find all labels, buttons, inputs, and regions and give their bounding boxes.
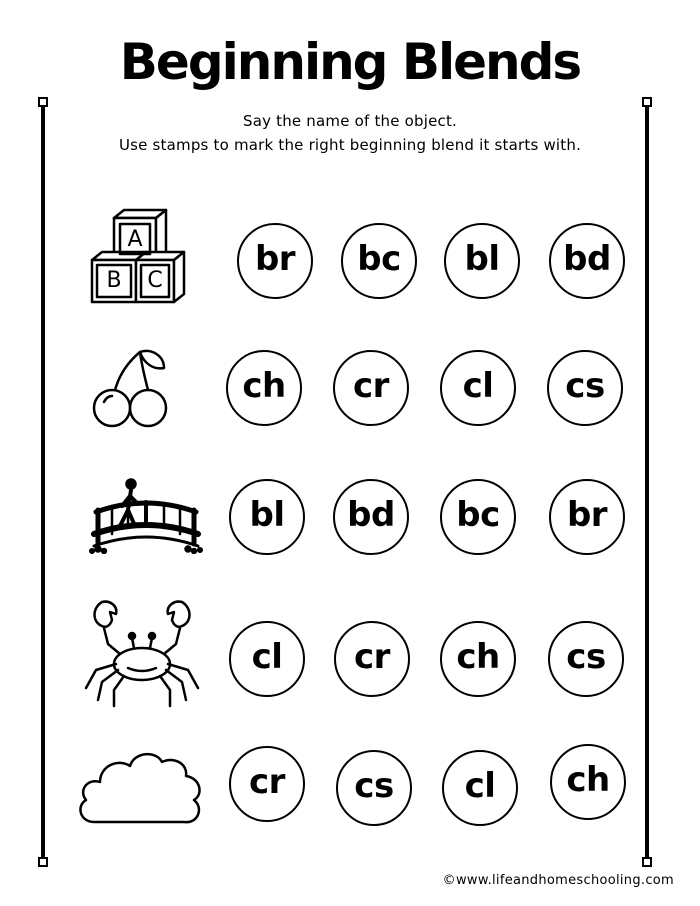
option-row1-3[interactable]	[444, 223, 520, 299]
option-label: br	[254, 239, 296, 279]
left-border-rail	[41, 104, 45, 860]
block-letter-b: B	[106, 268, 122, 293]
option-row1-4[interactable]	[549, 223, 625, 299]
option-row4-4[interactable]	[548, 621, 624, 697]
option-row1-1[interactable]	[237, 223, 313, 299]
option-row4-3[interactable]	[440, 621, 516, 697]
option-label: bc	[357, 239, 401, 279]
block-letter-c: C	[147, 268, 163, 293]
right-border-rail	[645, 104, 649, 860]
option-row3-4[interactable]	[549, 479, 625, 555]
option-label: cs	[354, 766, 394, 806]
option-label: cl	[462, 366, 494, 406]
block-letter-a: A	[127, 227, 143, 252]
cherry-icon	[90, 346, 172, 432]
crab-icon	[80, 598, 204, 712]
right-rail-bottom-cap	[642, 857, 652, 867]
copyright-credit: ©www.lifeandhomeschooling.com	[442, 873, 674, 888]
option-row4-1[interactable]	[229, 621, 305, 697]
option-row2-1[interactable]	[226, 350, 302, 426]
option-row1-2[interactable]	[341, 223, 417, 299]
option-label: bl	[249, 495, 285, 535]
option-label: ch	[242, 366, 286, 406]
option-row2-4[interactable]	[547, 350, 623, 426]
option-label: bd	[563, 239, 611, 279]
cloud-icon	[74, 744, 206, 834]
option-row5-3[interactable]	[442, 750, 518, 826]
option-row5-2[interactable]	[336, 750, 412, 826]
option-label: ch	[456, 637, 500, 677]
option-row4-2[interactable]	[334, 621, 410, 697]
option-label: bl	[464, 239, 500, 279]
option-label: bc	[456, 495, 500, 535]
option-row5-1[interactable]	[229, 746, 305, 822]
option-label: bd	[347, 495, 395, 535]
instruction-line-2: Use stamps to mark the right beginning blend it starts with.	[118, 136, 582, 154]
left-rail-top-cap	[38, 97, 48, 107]
option-label: cl	[251, 637, 283, 677]
page-title: Beginning Blends	[119, 33, 581, 91]
option-row3-2[interactable]	[333, 479, 409, 555]
option-label: cr	[353, 366, 389, 406]
option-row3-3[interactable]	[440, 479, 516, 555]
option-label: cs	[566, 637, 606, 677]
option-label: br	[566, 495, 608, 535]
option-label: ch	[566, 760, 610, 800]
option-label: cr	[249, 762, 285, 802]
option-row3-1[interactable]	[229, 479, 305, 555]
right-rail-top-cap	[642, 97, 652, 107]
option-row2-3[interactable]	[440, 350, 516, 426]
blocks-icon	[88, 208, 186, 308]
bridge-icon	[88, 476, 204, 558]
option-row5-4[interactable]	[550, 744, 626, 820]
option-label: cs	[565, 366, 605, 406]
option-label: cl	[464, 766, 496, 806]
instruction-line-1: Say the name of the object.	[242, 112, 458, 130]
left-rail-bottom-cap	[38, 857, 48, 867]
option-label: cr	[354, 637, 390, 677]
option-row2-2[interactable]	[333, 350, 409, 426]
